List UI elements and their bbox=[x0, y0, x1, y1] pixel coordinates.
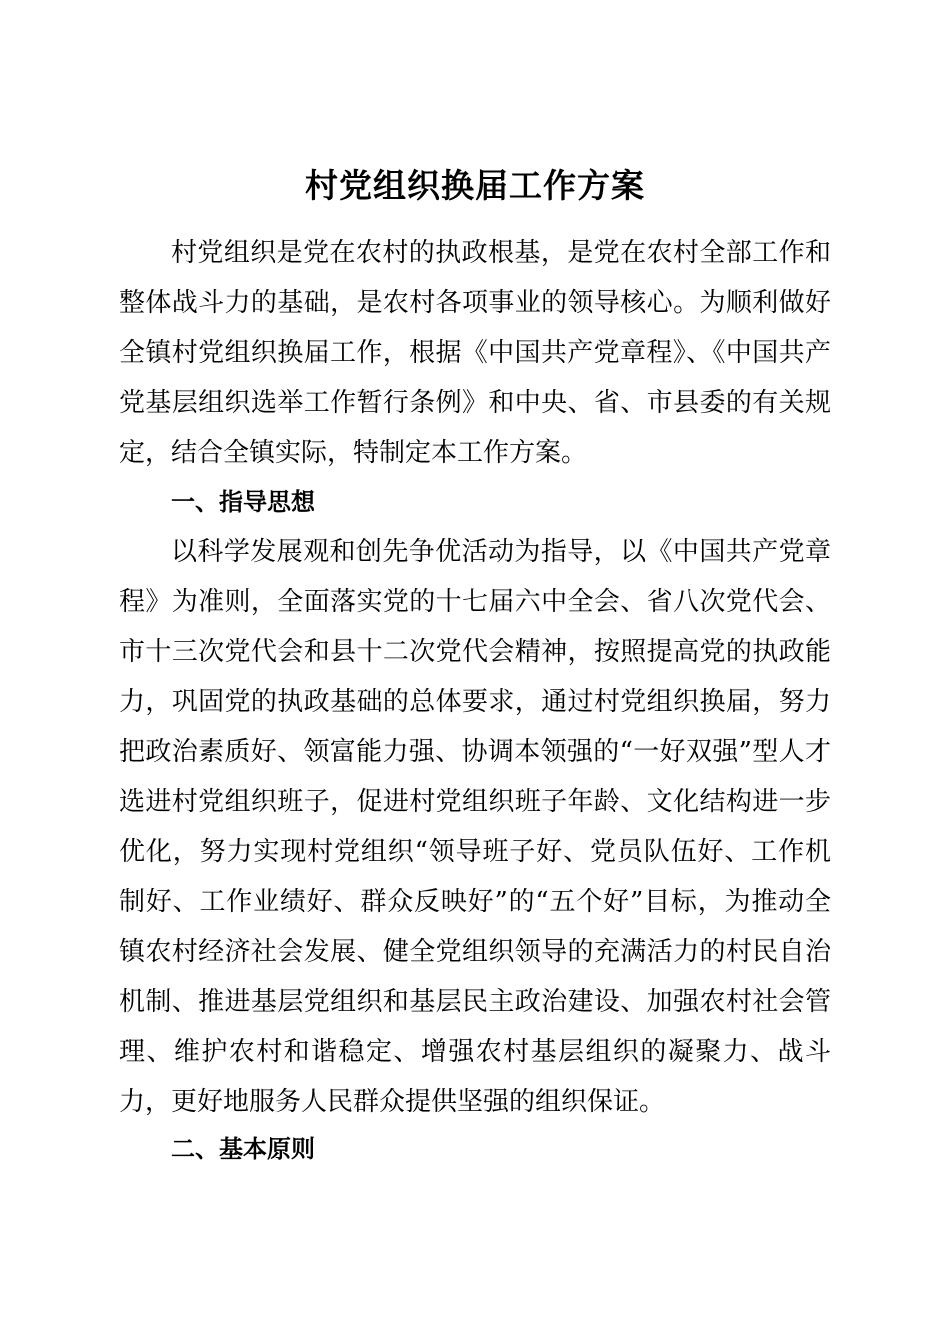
section-heading-basic-principles: 二、基本原则 bbox=[171, 1135, 315, 1163]
guiding-ideology-paragraph: 以科学发展观和创先争优活动为指导，以《中国共产党章程》为准则，全面落实党的十七届六中全会、省八次党代会、市十三次党代会和县十二次党代会精神，按照提高党的执政能力，巩固党的执政基础的总体要求，通过村党组织换届，努力把政治素质好、领富能力强、协调本领强的“一好双强”型人才选进村党组织班子，促进村党组织班子年龄、文化结构进一步优化，努力实现村党组织“领导班子好、党员队伍好、工作机制好、工作业绩好、群众反映好”的“五个好”目标，为推动全镇农村经济社会发展、健全党组织领导的充满活力的村民自治机制、推进基层党组织和基层民主政治建设、加强农村社会管理、维护农村和谐稳定、增强农村基层组织的凝聚力、战斗力，更好地服务人民群众提供坚强的组织保证。 bbox=[119, 537, 831, 1117]
document-title: 村党组织换届工作方案 bbox=[305, 166, 645, 205]
intro-paragraph: 村党组织是党在农村的执政根基，是党在农村全部工作和整体战斗力的基础，是农村各项事业的领导核心。为顺利做好全镇村党组织换届工作，根据《中国共产党章程》、《中国共产党基层组织选举工作暂行条例》和中央、省、市县委的有关规定，结合全镇实际，特制定本工作方案。 bbox=[119, 238, 831, 468]
section-heading-guiding-ideology: 一、指导思想 bbox=[171, 488, 315, 516]
guiding-ideology-section bbox=[119, 527, 831, 1127]
intro-section bbox=[119, 228, 831, 478]
